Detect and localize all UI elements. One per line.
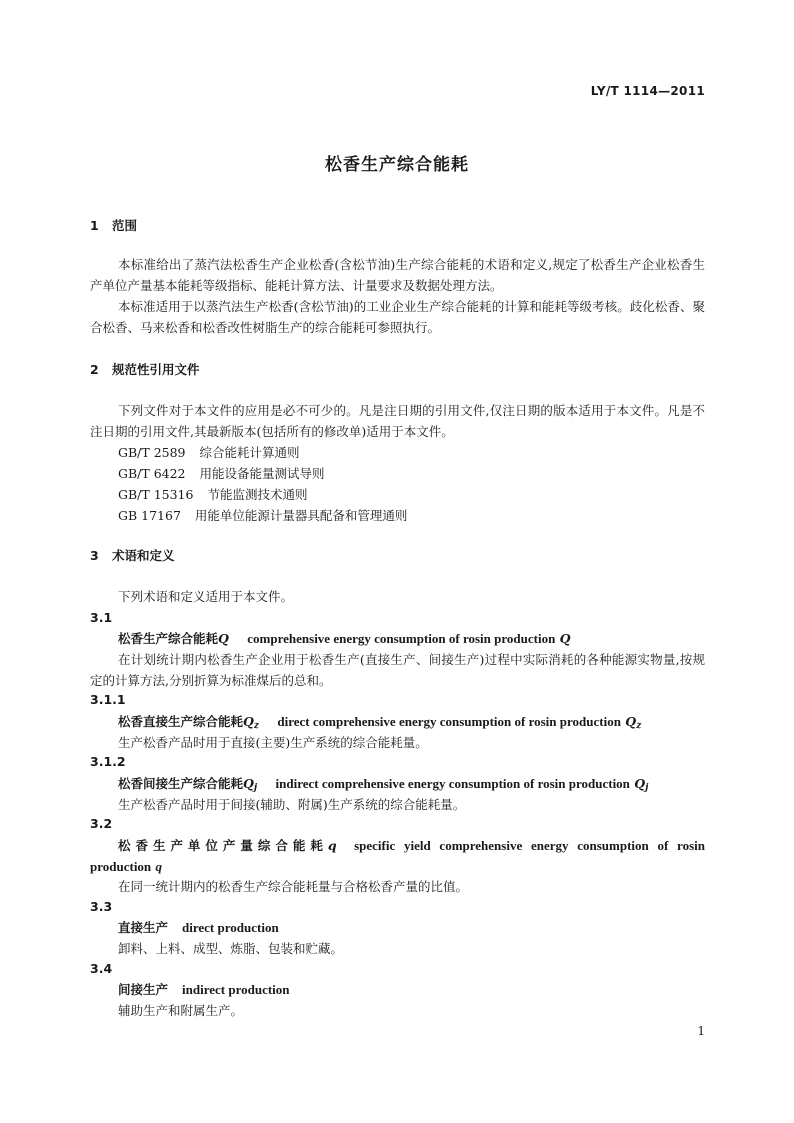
section-3-title: 术语和定义 [112, 548, 175, 563]
reference-item [118, 464, 325, 482]
term-en: direct production [182, 920, 279, 935]
standard-number: LY/T 1114—2011 [590, 84, 705, 98]
section-1-heading [90, 216, 137, 234]
section-3-heading [90, 546, 175, 564]
section-1-number: 1 [90, 218, 99, 233]
term-en-symbol: Q [634, 776, 646, 791]
term-definition: 卸料、上料、成型、炼脂、包装和贮藏。 [118, 941, 344, 956]
term-heading [90, 835, 705, 877]
section-2-title: 规范性引用文件 [112, 362, 200, 377]
reference-title: 节能监测技术通则 [207, 487, 308, 502]
clause-number: 3.1 [90, 610, 113, 625]
term-en-symbol: Q [625, 714, 637, 729]
term-zh: 松香生产综合能耗 [118, 631, 219, 646]
reference-code: GB/T 6422 [118, 466, 186, 481]
normative-references-paragraph: 下列文件对于本文件的应用是必不可少的。凡是注日期的引用文件,仅注日期的版本适用于本文件。凡是不注日期的引用文件,其最新版本(包括所有的修改单)适用于本文件。 [90, 403, 705, 439]
terms-intro: 下列术语和定义适用于本文件。 [118, 589, 294, 604]
page-number: 1 [697, 1024, 705, 1038]
reference-code: GB 17167 [118, 508, 181, 523]
term-zh: 直接生产 [118, 920, 169, 935]
reference-item [118, 506, 407, 524]
term-definition: 生产松香产品时用于间接(辅助、附属)生产系统的综合能耗量。 [118, 797, 466, 812]
term-definition: 在同一统计期内的松香生产综合能耗量与合格松香产量的比值。 [118, 879, 469, 894]
clause-number: 3.1.2 [90, 754, 126, 769]
term-heading [118, 712, 641, 731]
section-3-number: 3 [90, 548, 99, 563]
reference-title: 用能设备能量测试导则 [199, 466, 325, 481]
term-symbol: Q [218, 631, 229, 646]
term-heading [118, 629, 571, 647]
term-heading [118, 774, 648, 793]
term-definition: 生产松香产品时用于直接(主要)生产系统的综合能耗量。 [118, 735, 428, 750]
reference-code: GB/T 15316 [118, 487, 194, 502]
term-definition: 在计划统计期内松香生产企业用于松香生产(直接生产、间接生产)过程中实际消耗的各种能源实物量,按规定的计算方法,分别折算为标准煤后的总和。 [90, 652, 705, 688]
section-1-title: 范围 [112, 218, 138, 233]
term-definition: 辅助生产和附属生产。 [118, 1003, 244, 1018]
reference-title: 综合能耗计算通则 [199, 445, 300, 460]
reference-code: GB/T 2589 [118, 445, 186, 460]
term-en: direct comprehensive energy consumption of rosin production [277, 714, 621, 729]
clause-number: 3.4 [90, 961, 113, 976]
term-en-subscript: z [636, 721, 642, 731]
term-subscript: j [253, 783, 258, 793]
term-symbol: Q [243, 714, 254, 729]
term-heading [118, 980, 290, 998]
clause-number: 3.2 [90, 816, 113, 831]
term-en: indirect comprehensive energy consumption of rosin production [275, 776, 630, 791]
term-en-subscript: j [645, 783, 649, 793]
reference-item [118, 443, 300, 461]
term-symbol: Q [243, 776, 254, 791]
term-heading [118, 918, 279, 936]
reference-item [118, 485, 307, 503]
section-2-number: 2 [90, 362, 99, 377]
scope-paragraph-1: 本标准给出了蒸汽法松香生产企业松香(含松节油)生产综合能耗的术语和定义,规定了松香生产企业松香生产单位产量基本能耗等级指标、能耗计算方法、计量要求及数据处理方法。 [90, 257, 705, 293]
term-en: comprehensive energy consumption of rosin production [247, 631, 556, 646]
reference-title: 用能单位能源计量器具配备和管理通则 [194, 508, 408, 523]
term-en-symbol: Q [559, 631, 571, 646]
page-title: 松香生产综合能耗 [325, 155, 469, 175]
clause-number: 3.1.1 [90, 692, 126, 707]
term-en: indirect production [182, 982, 290, 997]
term-zh: 松香间接生产综合能耗 [118, 776, 244, 791]
term-zh: 松香生产单位产量综合能耗 [118, 838, 328, 853]
term-subscript: z [253, 721, 260, 731]
term-en: specific yield comprehensive energy consumption of rosin production [90, 838, 705, 874]
term-symbol: q [327, 838, 337, 853]
term-en-symbol: q [155, 859, 163, 874]
clause-number: 3.3 [90, 899, 113, 914]
section-2-heading [90, 360, 200, 378]
term-zh: 间接生产 [118, 982, 169, 997]
term-zh: 松香直接生产综合能耗 [118, 714, 244, 729]
scope-paragraph-2: 本标准适用于以蒸汽法生产松香(含松节油)的工业企业生产综合能耗的计算和能耗等级考核。歧化松香、聚合松香、马来松香和松香改性树脂生产的综合能耗可参照执行。 [90, 299, 705, 335]
